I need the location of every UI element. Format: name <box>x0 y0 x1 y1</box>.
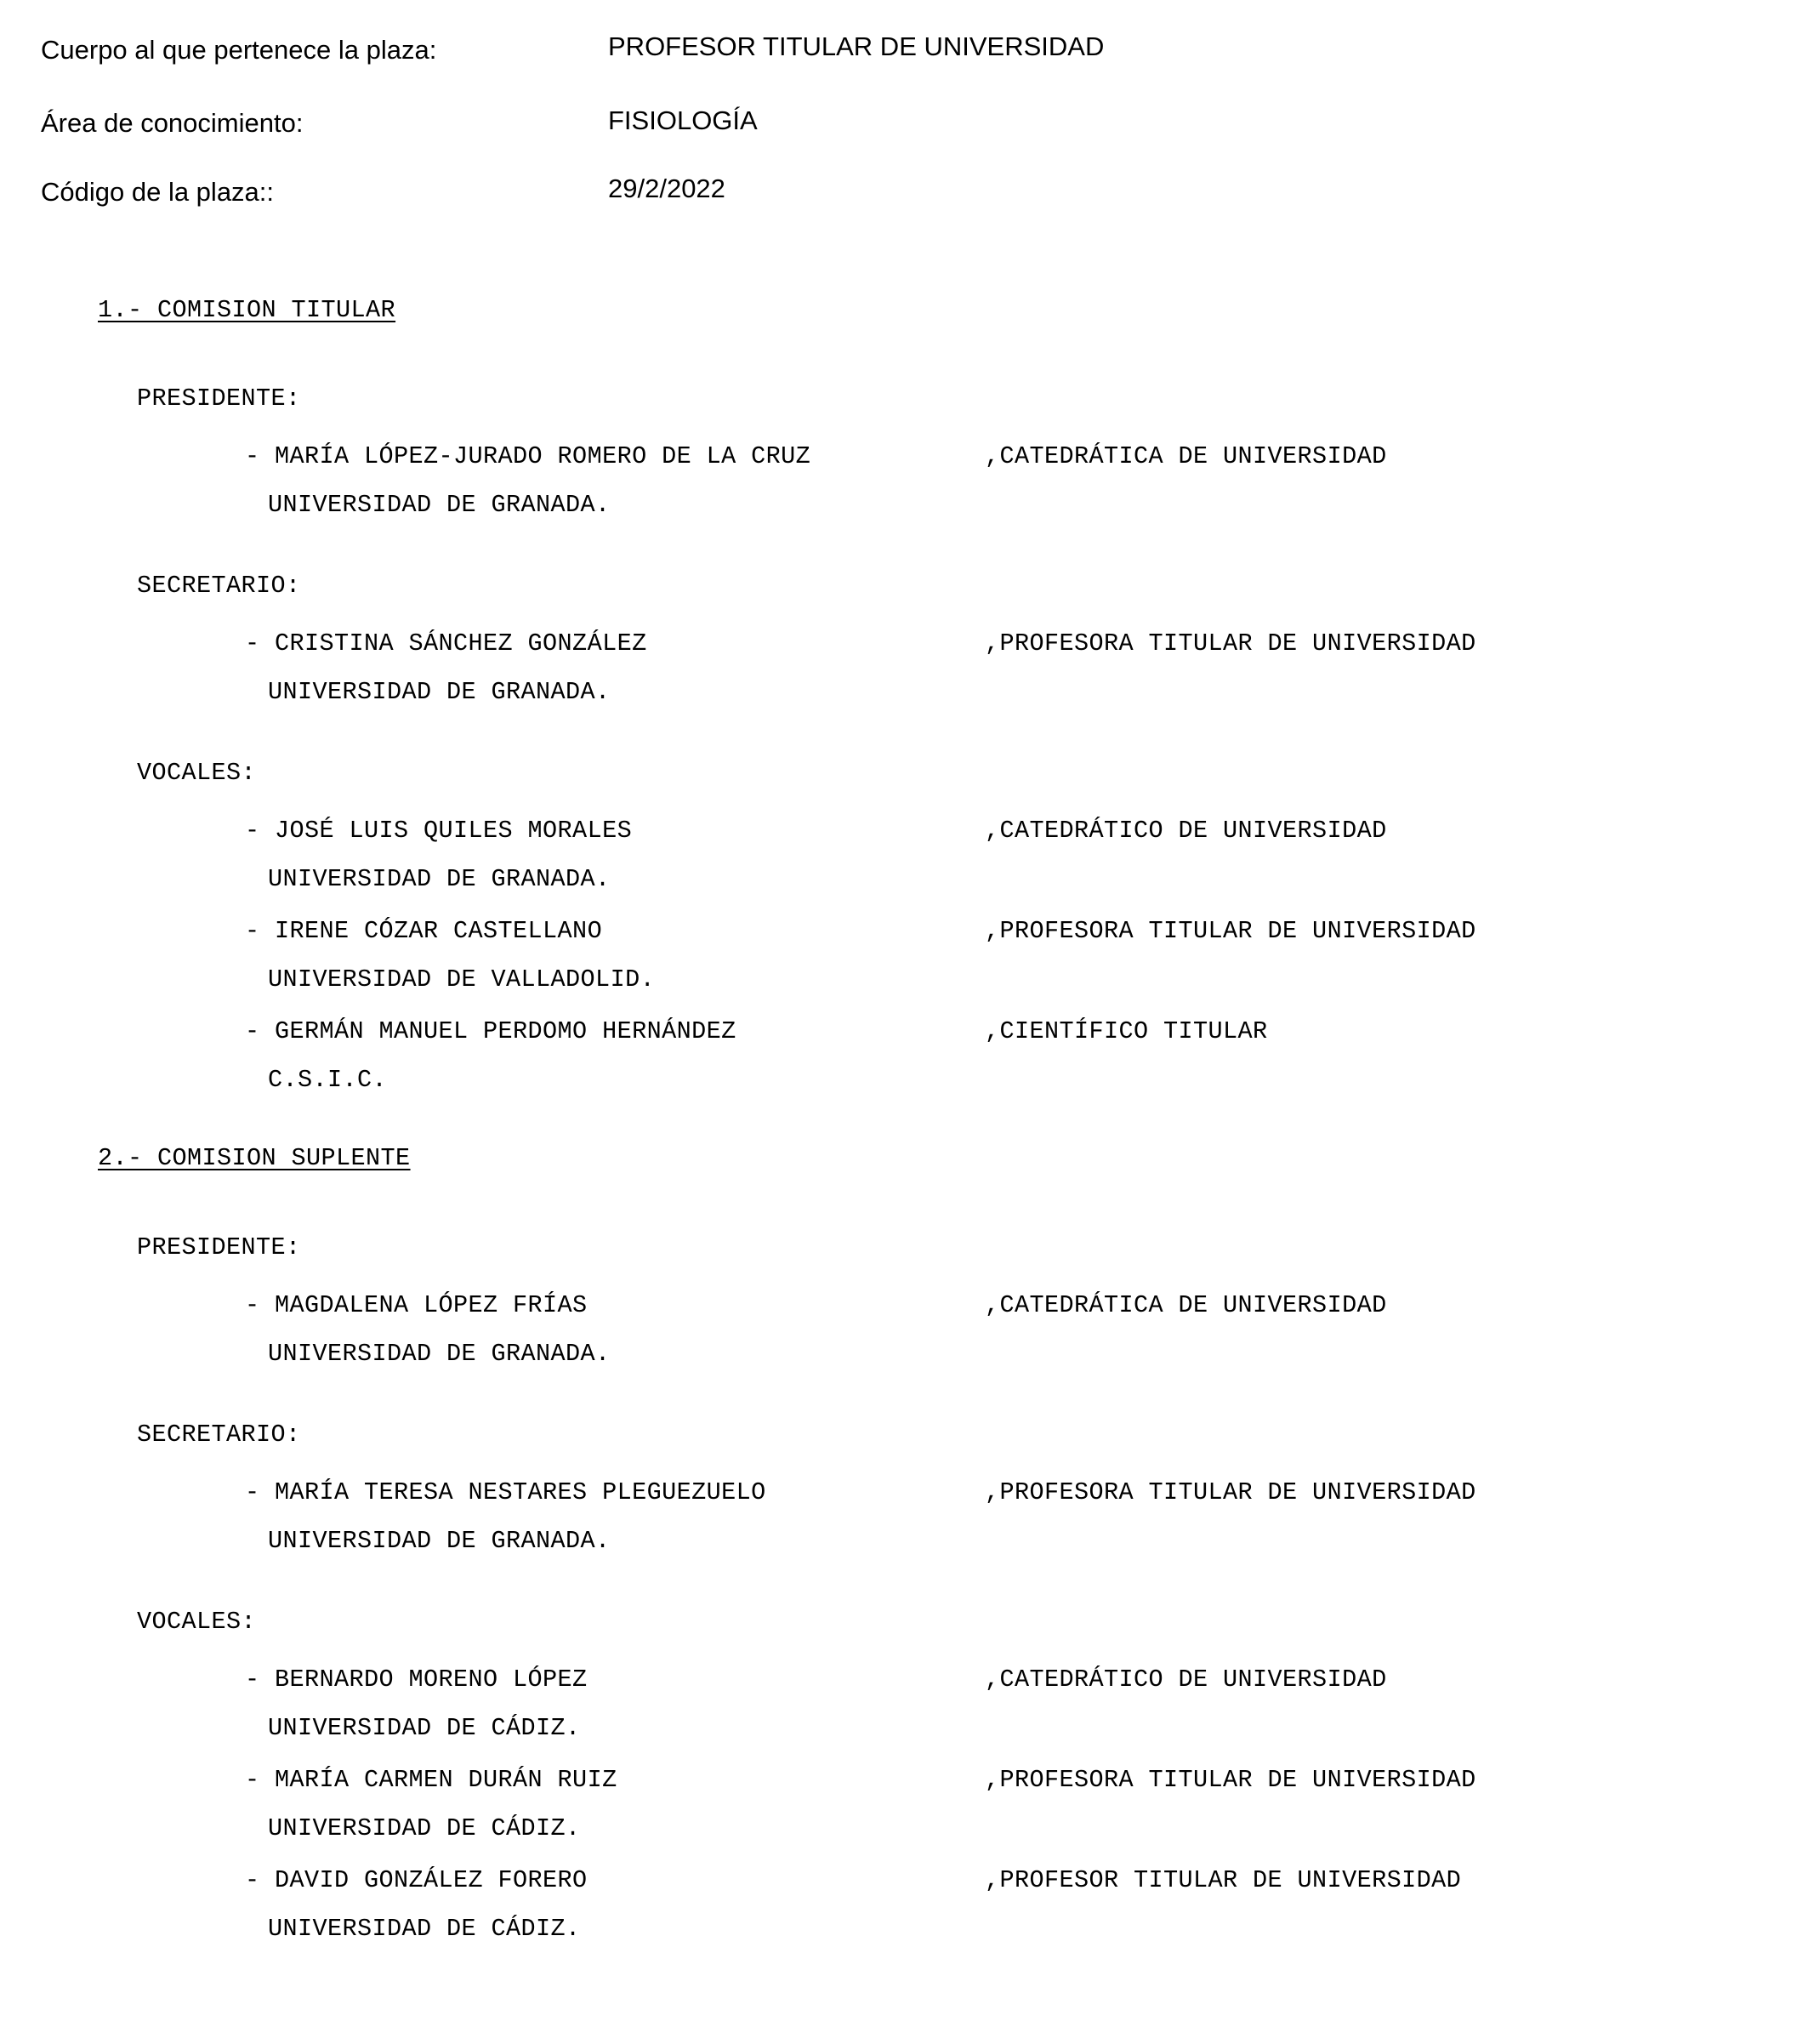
member-position: ,PROFESOR TITULAR DE UNIVERSIDAD <box>985 1866 1462 1894</box>
member-position: ,CATEDRÁTICA DE UNIVERSIDAD <box>985 442 1387 470</box>
member-name: - IRENE CÓZAR CASTELLANO <box>245 917 603 945</box>
member-name: - MAGDALENA LÓPEZ FRÍAS <box>245 1291 588 1319</box>
member-position: ,CIENTÍFICO TITULAR <box>985 1017 1268 1045</box>
area-label: Área de conocimiento: <box>41 108 304 138</box>
member-name: - MARÍA TERESA NESTARES PLEGUEZUELO <box>245 1478 766 1506</box>
member-institution: UNIVERSIDAD DE GRANADA. <box>268 678 611 706</box>
member-name: - DAVID GONZÁLEZ FORERO <box>245 1866 588 1894</box>
member-institution: UNIVERSIDAD DE GRANADA. <box>268 1340 611 1368</box>
member-position: ,PROFESORA TITULAR DE UNIVERSIDAD <box>985 1766 1476 1794</box>
suplente-secretario-label: SECRETARIO: <box>137 1421 301 1449</box>
member-name: - MARÍA LÓPEZ-JURADO ROMERO DE LA CRUZ <box>245 442 811 470</box>
member-name: - CRISTINA SÁNCHEZ GONZÁLEZ <box>245 629 647 658</box>
suplente-presidente-label: PRESIDENTE: <box>137 1233 301 1261</box>
titular-secretario-label: SECRETARIO: <box>137 572 301 600</box>
comision-titular-heading: 1.- COMISION TITULAR <box>98 296 396 324</box>
member-institution: C.S.I.C. <box>268 1066 388 1094</box>
member-position: ,CATEDRÁTICO DE UNIVERSIDAD <box>985 1665 1387 1694</box>
area-value: FISIOLOGÍA <box>608 105 758 135</box>
member-position: ,PROFESORA TITULAR DE UNIVERSIDAD <box>985 629 1476 658</box>
member-position: ,PROFESORA TITULAR DE UNIVERSIDAD <box>985 917 1476 945</box>
member-institution: UNIVERSIDAD DE CÁDIZ. <box>268 1714 581 1742</box>
cuerpo-label: Cuerpo al que pertenece la plaza: <box>41 35 437 65</box>
cuerpo-value: PROFESOR TITULAR DE UNIVERSIDAD <box>608 31 1105 61</box>
codigo-label: Código de la plaza:: <box>41 177 275 207</box>
titular-presidente-label: PRESIDENTE: <box>137 384 301 413</box>
member-institution: UNIVERSIDAD DE GRANADA. <box>268 1527 611 1555</box>
member-institution: UNIVERSIDAD DE VALLADOLID. <box>268 965 656 994</box>
member-name: - MARÍA CARMEN DURÁN RUIZ <box>245 1766 617 1794</box>
member-position: ,CATEDRÁTICO DE UNIVERSIDAD <box>985 817 1387 845</box>
member-institution: UNIVERSIDAD DE GRANADA. <box>268 865 611 893</box>
member-name: - BERNARDO MORENO LÓPEZ <box>245 1665 588 1694</box>
member-name: - GERMÁN MANUEL PERDOMO HERNÁNDEZ <box>245 1017 736 1045</box>
comision-suplente-heading: 2.- COMISION SUPLENTE <box>98 1144 411 1172</box>
member-position: ,CATEDRÁTICA DE UNIVERSIDAD <box>985 1291 1387 1319</box>
member-position: ,PROFESORA TITULAR DE UNIVERSIDAD <box>985 1478 1476 1506</box>
member-name: - JOSÉ LUIS QUILES MORALES <box>245 817 633 845</box>
suplente-vocales-label: VOCALES: <box>137 1608 257 1636</box>
member-institution: UNIVERSIDAD DE GRANADA. <box>268 491 611 519</box>
member-institution: UNIVERSIDAD DE CÁDIZ. <box>268 1814 581 1842</box>
member-institution: UNIVERSIDAD DE CÁDIZ. <box>268 1915 581 1943</box>
titular-vocales-label: VOCALES: <box>137 759 257 787</box>
codigo-value: 29/2/2022 <box>608 174 725 203</box>
